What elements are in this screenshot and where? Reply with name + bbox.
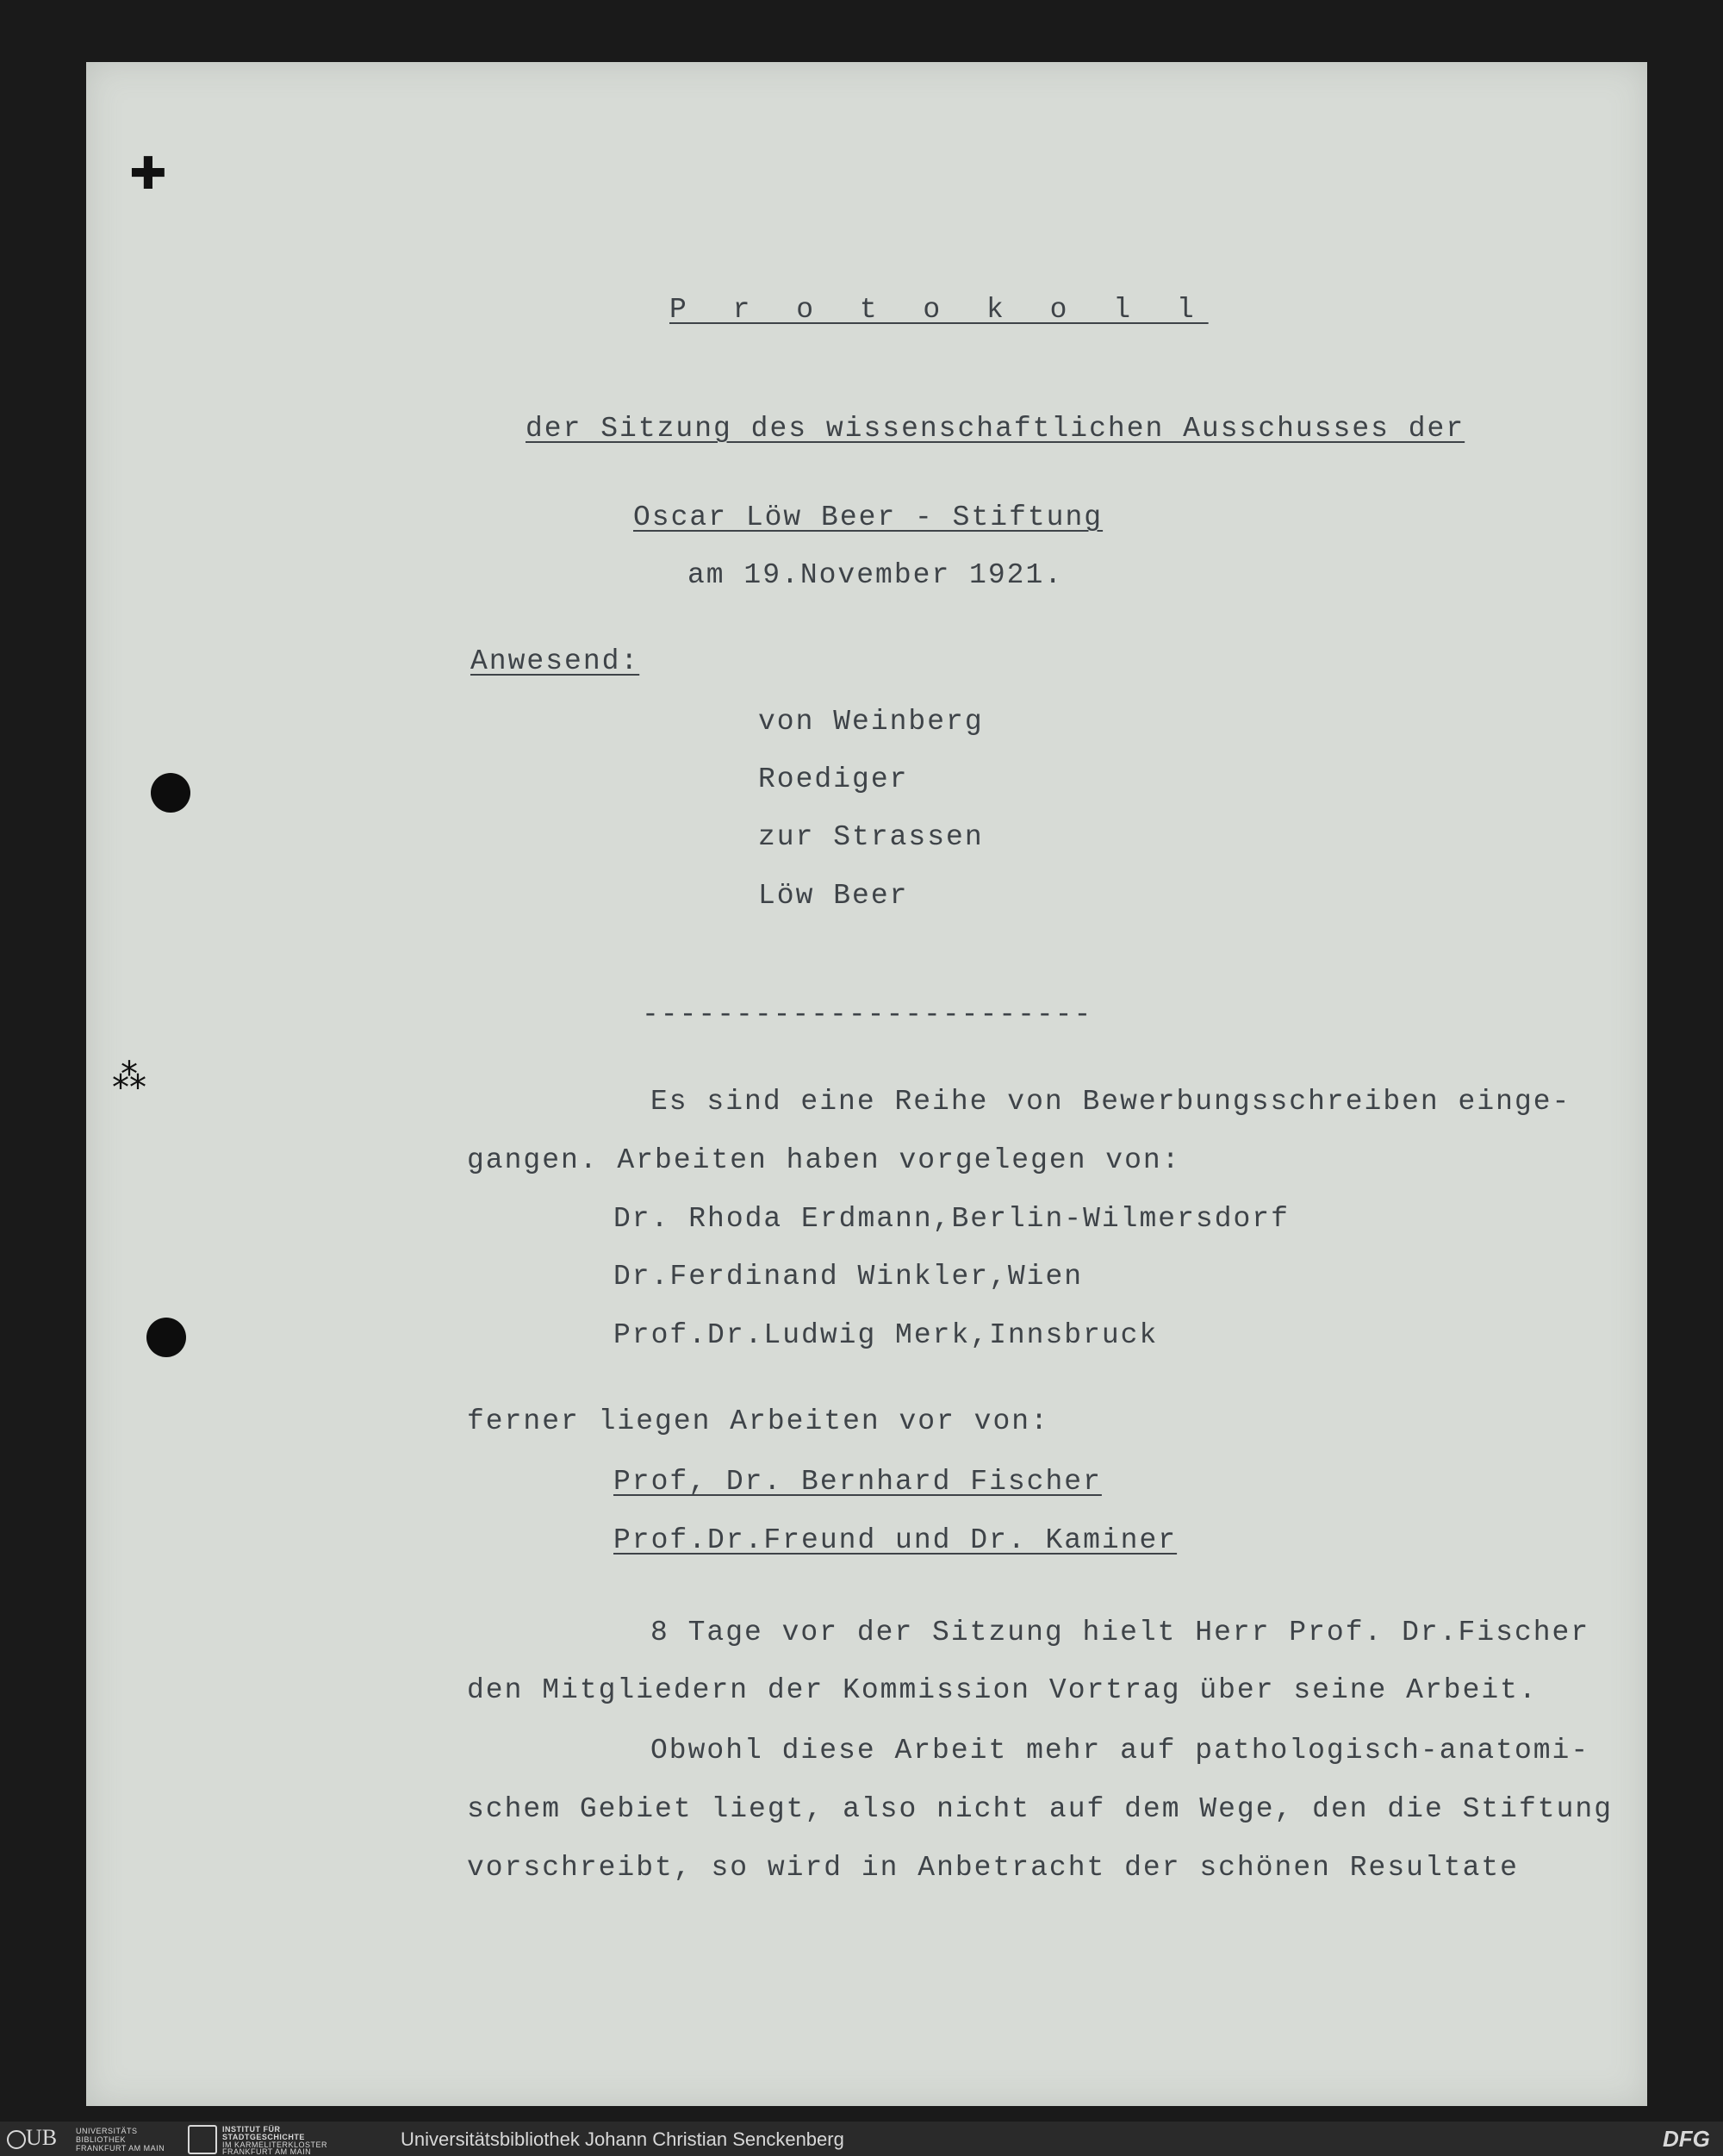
ub-logo [7, 2127, 205, 2151]
meeting-date: am 19.November 1921. [687, 559, 1064, 591]
body-line: vorschreibt, so wird in Anbetracht der schönen Resultate [467, 1852, 1519, 1884]
isg-name-line: STADTGESCHICHTE [222, 2133, 305, 2141]
attendees-heading: Anwesend: [470, 645, 640, 677]
attendee: Löw Beer [758, 880, 909, 912]
ub-logo-icon [7, 2130, 26, 2149]
foundation-name: Oscar Löw Beer - Stiftung [633, 502, 1104, 533]
body-line: gangen. Arbeiten haben vorgelegen von: [467, 1144, 1181, 1176]
isg-name-line: IM KARMELITERKLOSTER [222, 2140, 328, 2149]
attendee: zur Strassen [758, 821, 984, 853]
body-line: Obwohl diese Arbeit mehr auf pathologisch-anatomi- [650, 1735, 1590, 1767]
staple-mark: ⁂ [112, 1057, 146, 1097]
attendee: Roediger [758, 763, 909, 795]
dfg-logo: DFG [1663, 2126, 1710, 2152]
body-line: Es sind eine Reihe von Bewerbungsschreiben einge- [650, 1086, 1571, 1118]
punch-hole [151, 773, 190, 813]
attendee: von Weinberg [758, 706, 984, 738]
applicant: Prof.Dr.Ludwig Merk,Innsbruck [613, 1319, 1159, 1351]
further-work: Prof.Dr.Freund und Dr. Kaminer [613, 1524, 1178, 1556]
ub-name-line: BIBLIOTHEK [76, 2135, 127, 2144]
ub-name-line: FRANKFURT AM MAIN [76, 2144, 165, 2153]
footer-bar [0, 2122, 1723, 2156]
applicant: Dr.Ferdinand Winkler,Wien [613, 1261, 1084, 1293]
separator-line: ------------------------ [642, 999, 1093, 1031]
isg-name-line: INSTITUT FÜR [222, 2125, 281, 2134]
body-line: schem Gebiet liegt, also nicht auf dem Wege, den die Stiftung [467, 1793, 1613, 1825]
punch-hole [146, 1318, 186, 1357]
isg-logo [188, 2125, 360, 2154]
ub-name-line: UNIVERSITÄTS [76, 2127, 138, 2135]
library-name: Universitätsbibliothek Johann Christian Senckenberg [401, 2128, 844, 2150]
document-subtitle: der Sitzung des wissenschaftlichen Ausschusses der [526, 413, 1465, 445]
body-line: ferner liegen Arbeiten vor von: [467, 1405, 1049, 1437]
body-line: den Mitgliedern der Kommission Vortrag über seine Arbeit. [467, 1674, 1538, 1706]
body-line: 8 Tage vor der Sitzung hielt Herr Prof. Dr.Fischer [650, 1617, 1590, 1648]
applicant: Dr. Rhoda Erdmann,Berlin-Wilmersdorf [613, 1203, 1290, 1235]
pin-mark: ✚ [129, 148, 167, 200]
ub-logo-letters: UB [26, 2125, 58, 2150]
further-work: Prof, Dr. Bernhard Fischer [613, 1466, 1102, 1498]
document-title: P r o t o k o l l [669, 294, 1209, 326]
isg-name-line: FRANKFURT AM MAIN [222, 2147, 312, 2156]
isg-logo-icon [188, 2125, 217, 2154]
